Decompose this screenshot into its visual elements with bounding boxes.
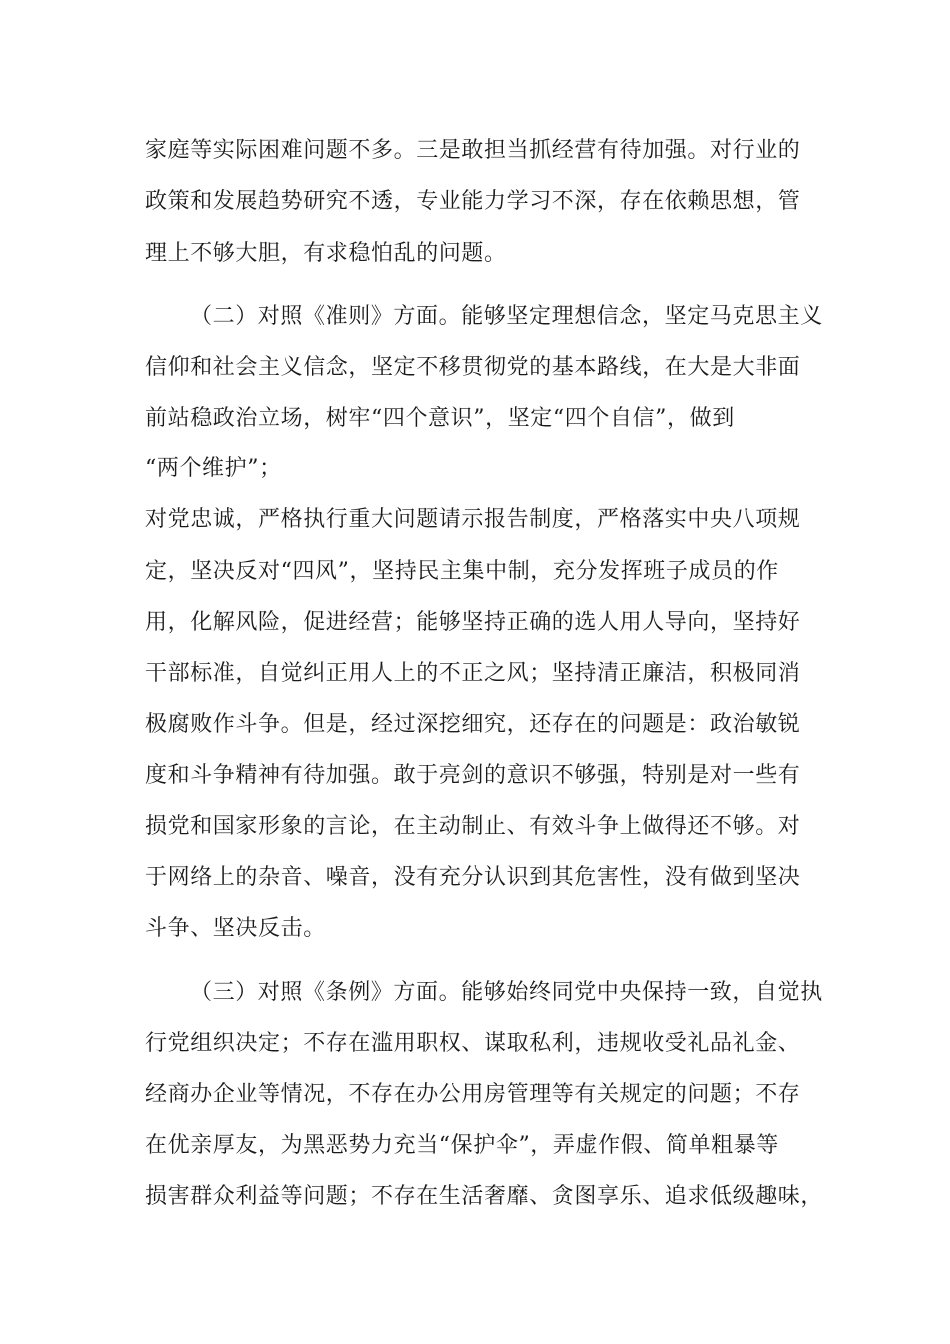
text-line: 行党组织决定；不存在滥用职权、谋取私利，违规收受礼品礼金、 <box>145 1031 801 1056</box>
text-line: 用，化解风险，促进经营；能够坚持正确的选人用人导向，坚持好 <box>145 610 801 635</box>
text-line: 于网络上的杂音、噪音，没有充分认识到其危害性，没有做到坚决 <box>145 865 801 890</box>
text-line: 损害群众利益等问题；不存在生活奢靡、贪图享乐、追求低级趣味， <box>145 1184 824 1209</box>
paragraph-heading-line: （三）对照《条例》方面。能够始终同党中央保持一致，自觉执 <box>190 980 823 1005</box>
text-line: 理上不够大胆，有求稳怕乱的问题。 <box>145 241 507 266</box>
text-line: 度和斗争精神有待加强。敢于亮剑的意识不够强，特别是对一些有 <box>145 763 801 788</box>
paragraph-heading-line: （二）对照《准则》方面。能够坚定理想信念，坚定马克思主义 <box>190 304 823 329</box>
text-line: 极腐败作斗争。但是，经过深挖细究，还存在的问题是：政治敏锐 <box>145 712 801 737</box>
text-line: “两个维护”； <box>145 456 282 481</box>
text-line: 经商办企业等情况，不存在办公用房管理等有关规定的问题；不存 <box>145 1082 801 1107</box>
text-line: 前站稳政治立场，树牢“四个意识”，坚定“四个自信”，做到 <box>145 406 735 431</box>
text-line: 斗争、坚决反击。 <box>145 916 326 941</box>
text-line: 对党忠诚，严格执行重大问题请示报告制度，严格落实中央八项规 <box>145 507 801 532</box>
text-line: 家庭等实际困难问题不多。三是敢担当抓经营有待加强。对行业的 <box>145 138 801 163</box>
text-line: 损党和国家形象的言论，在主动制止、有效斗争上做得还不够。对 <box>145 814 801 839</box>
text-line: 信仰和社会主义信念，坚定不移贯彻党的基本路线，在大是大非面 <box>145 355 801 380</box>
text-line: 定，坚决反对“四风”，坚持民主集中制，充分发挥班子成员的作 <box>145 559 779 584</box>
text-line: 干部标准，自觉纠正用人上的不正之风；坚持清正廉洁，积极同消 <box>145 661 801 686</box>
text-line: 在优亲厚友，为黑恶势力充当“保护伞”，弄虚作假、简单粗暴等 <box>145 1133 779 1158</box>
text-line: 政策和发展趋势研究不透，专业能力学习不深，存在依赖思想，管 <box>145 189 801 214</box>
